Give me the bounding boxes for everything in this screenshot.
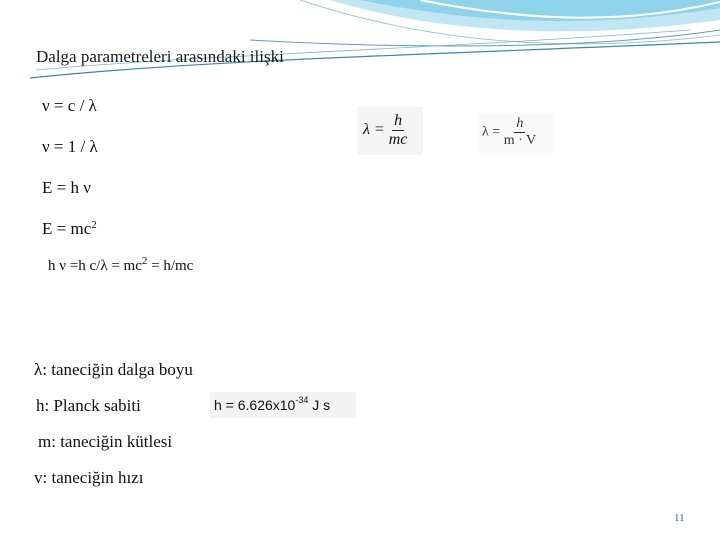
equation-energy-photon: E = h ν — [42, 178, 91, 197]
formula-fraction — [389, 113, 408, 148]
formula-debroglie-image — [357, 107, 423, 155]
planck-base: h = 6.626x10 — [214, 397, 296, 413]
formula-lhs: λ = — [363, 121, 385, 139]
superscript-2: 2 — [141, 255, 148, 267]
equation-energy-mass — [42, 219, 97, 239]
equation-energy-mass-text: E = mc — [42, 219, 92, 238]
planck-exponent: -34 — [295, 395, 309, 405]
page-number: 11 — [674, 512, 685, 524]
planck-constant-image — [210, 392, 356, 418]
formula-numerator: h — [516, 116, 524, 131]
planck-unit: J s — [308, 397, 331, 413]
definition-planck: h: Planck sabiti — [36, 396, 141, 415]
formula-lhs: λ = — [482, 124, 501, 140]
formula-numerator: h — [394, 112, 403, 129]
slide-title: Dalga parametreleri arasındaki ilişki — [36, 47, 284, 66]
formula-debroglie-velocity-image — [478, 113, 554, 153]
equation-wavenumber: ν = 1 / λ — [42, 137, 98, 156]
formula-fraction — [504, 117, 536, 148]
equation-combined-part2: = h/mc — [147, 258, 194, 274]
header-wave-decoration — [0, 0, 720, 80]
definition-velocity: v: taneciğin hızı — [34, 468, 144, 487]
definition-wavelength: λ: taneciğin dalga boyu — [34, 360, 193, 379]
equation-combined-part1: h ν =h c/λ = mc — [48, 258, 142, 274]
formula-denominator: mc — [388, 131, 408, 148]
equation-combined — [48, 255, 194, 275]
formula-denominator: m · V — [503, 133, 537, 148]
superscript-2: 2 — [91, 219, 97, 231]
definition-mass: m: taneciğin kütlesi — [38, 432, 173, 451]
equation-frequency: ν = c / λ — [42, 96, 97, 115]
